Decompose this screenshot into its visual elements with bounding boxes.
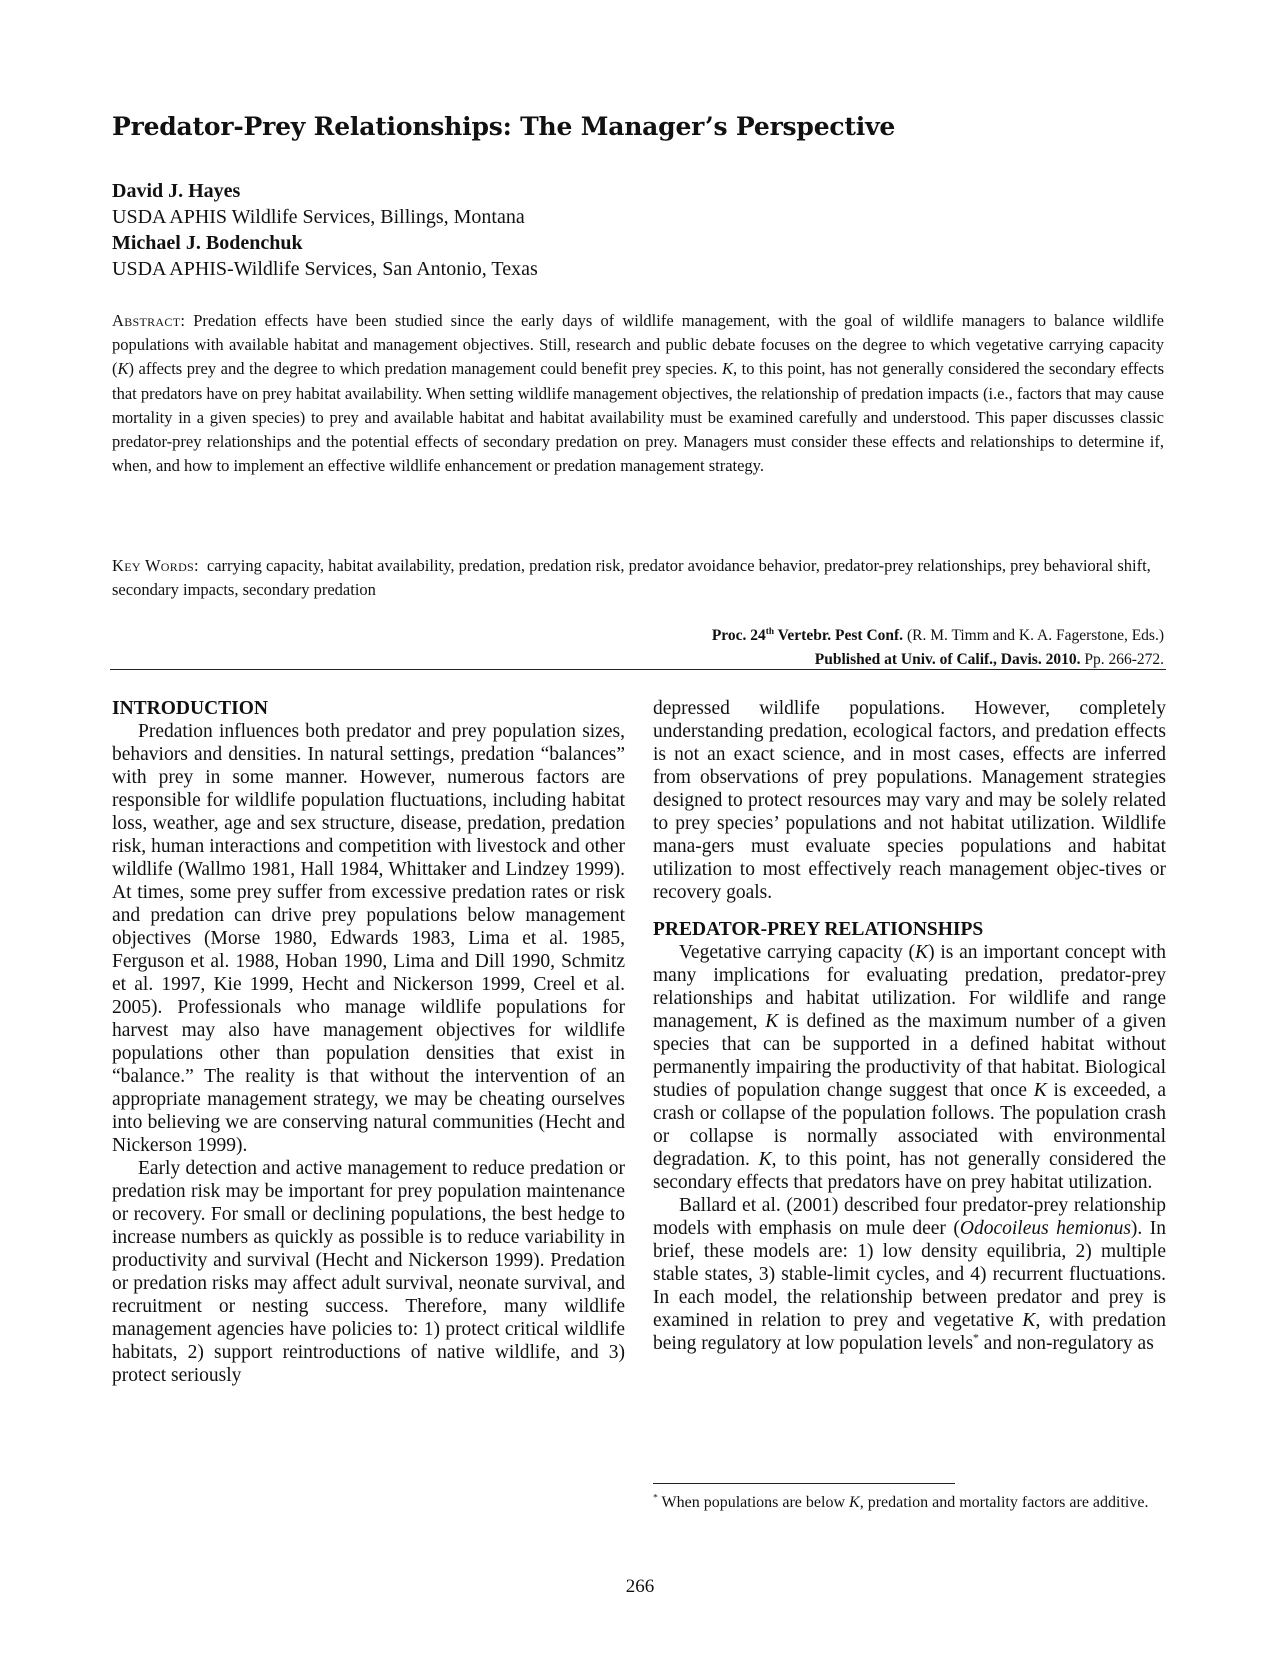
footnote-rule [653,1483,955,1484]
author-name-2: Michael J. Bodenchuk [112,232,303,254]
abstract-k-1: K [117,359,129,379]
citation-sup: th [765,626,775,637]
section-heading-predator-prey: PREDATOR-PREY RELATIONSHIPS [653,919,984,940]
ppr-paragraph-2: Ballard et al. (2001) described four predator-prey relationship models with emphasis on mule deer (Odocoileus hemionus). In brief, these models are: 1) low density equilibria, 2) multiple stable states, 3) stable-limit cycles, and 4) recurrent fluctuations. In each model, the relationship between predator and prey is examined in relation to prey and vegetative K, with predation being regulatory at low population levels* and non-regulatory as [653,1195,1166,1354]
citation-line-1 [712,624,1164,648]
abstract-text-3: , to this point, has not generally considered the secondary effects that predators have on prey habitat availability. When setting wildlife management objectives, the relationship of predation impacts (i.e., factors that may cause mortality in a given species) to prey and available habitat and habitat availability must be examined carefully and understood. This paper discusses classic predator-prey relationships and the potential effects of secondary predation on prey. Managers must consider these effects and relationships to determine if, when, and how to implement an effective wildlife enhancement or predation management strategy. [112,359,1164,476]
paper-title: Predator-Prey Relationships: The Manager’s Perspective [112,112,896,141]
section-heading-introduction: INTRODUCTION [112,698,269,719]
author-block [112,178,538,282]
author-affiliation-2: USDA APHIS-Wildlife Services, San Antonio, Texas [112,258,538,280]
header-rule [110,669,1166,670]
abstract-text-2: ) affects prey and the degree to which predation management could benefit prey species. [128,359,722,379]
author-affiliation-1: USDA APHIS Wildlife Services, Billings, Montana [112,206,525,228]
species-name: Odocoileus hemionus [959,1218,1131,1239]
keywords-label: Key Words: [112,556,199,575]
footnote-marker: * [973,1331,979,1345]
intro-paragraph-2: Early detection and active management to reduce predation or predation risk may be important for prey population maintenance or recovery. For small or declining populations, the best hedge to increase numbers as quickly as possible is to reduce variability in productivity and survival (Hecht and Nickerson 1999). Predation or predation risks may affect adult survival, neonate survival, and recruitment or nesting success. Therefore, many wildlife management agencies have policies to: 1) protect critical wildlife habitats, 2) support reintroductions of native wildlife, and 3) protect seriously [112,1158,625,1386]
abstract-label: Abstract: [112,311,186,330]
keywords [112,554,1164,602]
citation-proc: Proc. 24 [711,627,766,644]
footnote-mark: * [653,1492,658,1504]
keywords-text: carrying capacity, habitat availability, predation, predation risk, predator avoidance behavior, predator-prey relationships, prey behavioral shift, secondary impacts, secondary predation [112,556,1151,599]
left-column [112,697,625,1387]
citation-conf: Vertebr. Pest Conf. [774,627,904,644]
citation-published: Published at Univ. of Calif., Davis. 2010. [814,651,1081,668]
citation-pages: Pp. 266-272. [1080,651,1164,668]
right-column [653,697,1166,1355]
author-name-1: David J. Hayes [112,180,241,202]
citation [712,624,1164,672]
intro-paragraph-3: depressed wildlife populations. However, completely understanding predation, ecological factors, and predation effects is not an exact science, and in most cases, effects are inferred from observations of prey populations. Management strategies designed to protect resources may vary and may be solely related to prey species’ populations and not habitat utilization. Wildlife mana-gers must evaluate species populations and habitat utilization to most effectively reach management objec-tives or recovery goals. [653,698,1166,903]
abstract-k-2: K [721,359,733,379]
footnote: * When populations are below K, predation and mortality factors are additive. [653,1492,1149,1511]
intro-paragraph-1: Predation influences both predator and prey population sizes, behaviors and densities. In natural settings, predation “balances” with prey in some manner. However, numerous factors are responsible for wildlife population fluctuations, including habitat loss, weather, age and sex structure, disease, predation, predation risk, human interactions and competition with livestock and other wildlife (Wallmo 1981, Hall 1984, Whittaker and Lindzey 1999). At times, some prey suffer from excessive predation rates or risk and predation can drive prey populations below management objectives (Morse 1980, Edwards 1983, Lima et al. 1985, Ferguson et al. 1988, Hoban 1990, Lima and Dill 1990, Schmitz et al. 1997, Kie 1999, Hecht and Nickerson 1999, Creel et al. 2005). Professionals who manage wildlife populations for harvest may also have management objectives for wildlife populations other than population densities that exist in “balance.” The reality is that without the intervention of an appropriate management strategy, we may be cheating ourselves into believing we are conserving natural communities (Hecht and Nickerson 1999). [112,721,625,1156]
abstract [112,309,1164,478]
abstract-text-1: Predation effects have been studied since the early days of wildlife management, with the goal of wildlife managers to balance wildlife populations with available habitat and management objectives. Still, research and public debate focuses on the degree to which vegetative carrying capacity ( [112,311,1164,379]
citation-editors: (R. M. Timm and K. A. Fagerstone, Eds.) [903,627,1164,644]
ppr-paragraph-1: Vegetative carrying capacity (K) is an important concept with many implications for evaluating predation, predator-prey relationships and habitat utilization. For wildlife and range management, K is defined as the maximum number of a given species that can be supported in a defined habitat without permanently impairing the productivity of that habitat. Biological studies of population change suggest that once K is exceeded, a crash or collapse of the population follows. The population crash or collapse is normally associated with environmental degradation. K, to this point, has not generally considered the secondary effects that predators have on prey habitat utilization. [653,942,1167,1193]
page-number: 266 [625,1576,655,1597]
